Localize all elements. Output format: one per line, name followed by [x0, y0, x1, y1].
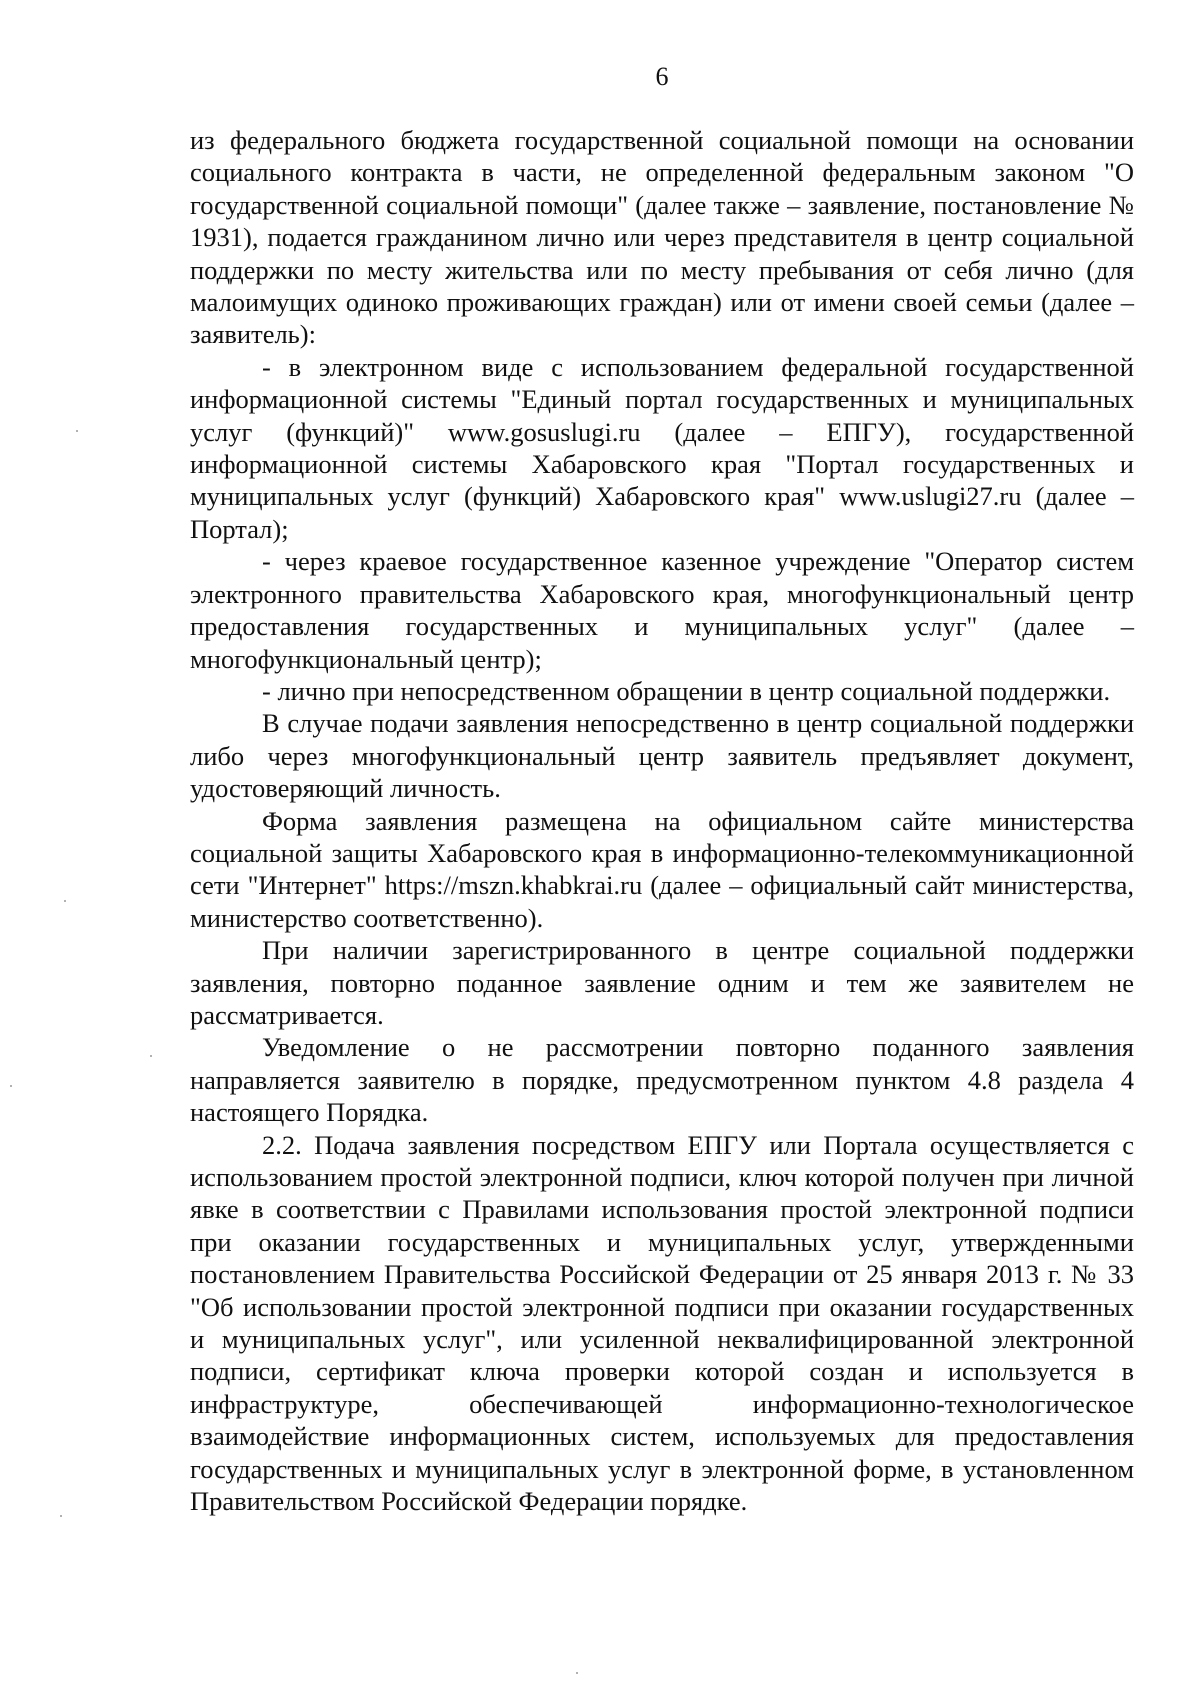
scan-speck: [576, 1672, 578, 1674]
page-number: 6: [655, 62, 669, 91]
list-item-epgu: - в электронном виде с использованием федеральной государственной информационной системы "Единый портал государственных и муниципальных услуг (функций)" www.gosuslugi.ru (далее – ЕПГУ), государственной информационной системы Хабаровского края "Портал государственных и муниципальных услуг (функций) Хабаровского края" www.uslugi27.ru (далее – Портал);: [190, 351, 1134, 544]
paragraph-continuation: из федерального бюджета государственной социальной помощи на основании социального контракта в части, не определенной федеральным законом "О государственной социальной помощи" (далее также – заявление, постановление № 1931), подается гражданином лично или через представителя в центр социальной поддержки по месту жительства или по месту пребывания от себя лично (для малоимущих одиноко проживающих граждан) или от имени своей семьи (далее – заявитель):: [190, 125, 1134, 350]
paragraph-identity-document: В случае подачи заявления непосредственно в центр социальной поддержки либо через многофункциональный центр заявитель предъявляет документ, удостоверяющий личность.: [190, 708, 1134, 804]
scan-speck: [10, 1085, 12, 1087]
scan-speck: [64, 900, 66, 902]
document-body: [190, 124, 1134, 1517]
scan-speck: [60, 1515, 62, 1517]
paragraph-section-2-2: 2.2. Подача заявления посредством ЕПГУ или Портала осуществляется с использованием простой электронной подписи, ключ которой получен при личной явке в соответствии с Правилами использования простой электронной подписи при оказании государственных и муниципальных услуг, утвержденными постановлением Правительства Российской Федерации от 25 января 2013 г. № 33 "Об использовании простой электронной подписи при оказании государственных и муниципальных услуг", или усиленной неквалифицированной электронной подписи, сертификат ключа проверки которой создан и используется в инфраструктуре, обеспечивающей информационно-технологическое взаимодействие информационных систем, используемых для предоставления государственных и муниципальных услуг в электронной форме, в установленном Правительством Российской Федерации порядке.: [190, 1129, 1134, 1517]
list-item-mfc: - через краевое государственное казенное учреждение "Оператор систем электронного правительства Хабаровского края, многофункциональный центр предоставления государственных и муниципальных услуг" (далее – многофункциональный центр);: [190, 546, 1134, 674]
paragraph-repeat-application: При наличии зарегистрированного в центре социальной поддержки заявления, повторно поданное заявление одним и тем же заявителем не рассматривается.: [190, 935, 1134, 1030]
paragraph-application-form: Форма заявления размещена на официальном сайте министерства социальной защиты Хабаровского края в информационно-телекоммуникационной сети "Интернет" https://mszn.khabkrai.ru (далее – официальный сайт министерства, министерство соответственно).: [190, 805, 1134, 933]
scan-speck: [150, 1055, 152, 1057]
paragraph-notification: Уведомление о не рассмотрении повторно поданного заявления направляется заявителю в порядке, предусмотренном пунктом 4.8 раздела 4 настоящего Порядка.: [190, 1032, 1134, 1128]
list-item-in-person: - лично при непосредственном обращении в центр социальной поддержки.: [262, 675, 1111, 706]
scan-speck: [76, 430, 78, 432]
